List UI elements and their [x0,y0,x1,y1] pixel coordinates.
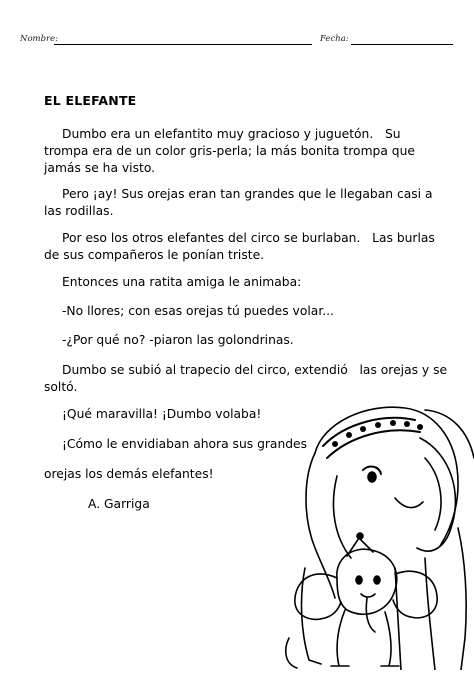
paragraph-1: Dumbo era un elefantito muy gracioso y juguetón. Su trompa era de un color gris-perla; la más bonita trompa que jamás se ha visto. [44,127,419,175]
story-title: EL ELEFANTE [44,93,137,108]
paragraph-9: ¡Cómo le envidiaban ahora sus grandes [62,437,308,451]
header [20,34,456,48]
paragraph-6: -¿Por qué no? -piaron las golondrinas. [62,333,294,347]
name-label: Nombre: [20,34,59,44]
paragraph-4: Entonces una ratita amiga le animaba: [62,275,302,289]
date-field-line[interactable] [351,44,453,45]
date-label: Fecha: [320,34,349,44]
paragraph-8: ¡Qué maravilla! ¡Dumbo volaba! [62,407,262,421]
paragraph-7: Dumbo se subió al trapecio del circo, extendió las orejas y se soltó. [44,363,451,394]
elephant-illustration-icon [275,398,474,670]
paragraph-5: -No llores; con esas orejas tú puedes volar... [62,304,334,318]
paragraph-2: Pero ¡ay! Sus orejas eran tan grandes que le llegaban casi a las rodillas. [44,187,437,218]
author-signature: A. Garriga [88,497,150,511]
paragraph-10: orejas los demás elefantes! [44,467,214,481]
paragraph-3: Por eso los otros elefantes del circo se burlaban. Las burlas de sus compañeros le ponían triste. [44,231,439,262]
name-field-line[interactable] [54,44,312,45]
